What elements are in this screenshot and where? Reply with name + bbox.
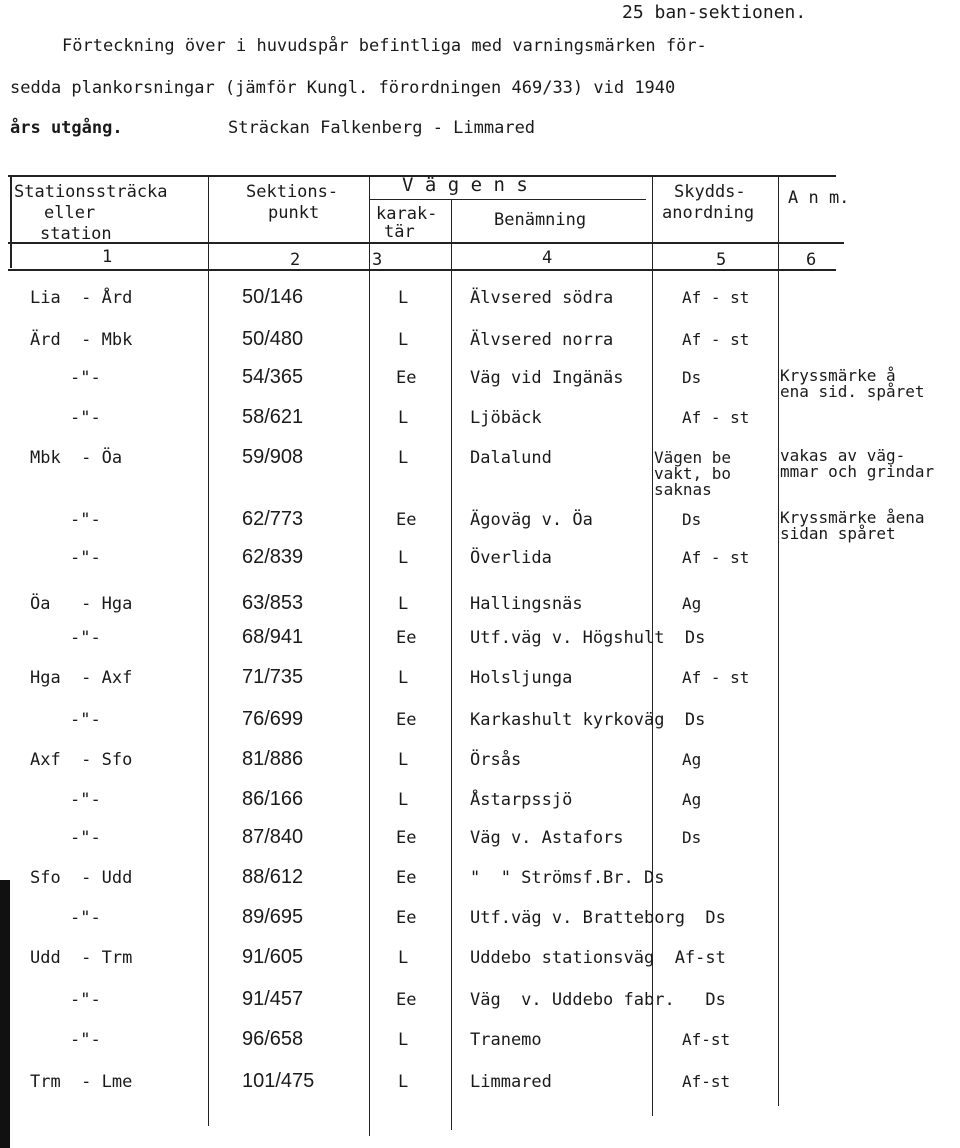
doc-title-line-1: Förteckning över i huvudspår befintliga med varningsmärken för-	[62, 36, 707, 56]
section-point-cell: 54/365	[242, 366, 304, 388]
numbers-rule	[8, 269, 836, 271]
station-cell: -"-	[70, 990, 101, 1010]
section-point-cell: 101/475	[242, 1070, 315, 1092]
col-rule-5	[778, 176, 779, 1106]
station-cell: Hga - Axf	[30, 668, 133, 688]
section-point-cell: 62/839	[242, 546, 304, 568]
character-cell: L	[398, 288, 409, 308]
page-edge-mark	[0, 880, 10, 1148]
station-cell: Axf - Sfo	[30, 750, 133, 770]
section-point-cell: 87/840	[242, 826, 304, 848]
character-cell: L	[398, 548, 409, 568]
station-cell: Öa - Hga	[30, 594, 133, 614]
name-cell: Väg v. Uddebo fabr. Ds	[470, 990, 726, 1010]
station-cell: Ärd - Mbk	[30, 330, 133, 350]
header-bottom-rule	[8, 242, 844, 244]
page-reference: 25 ban-sektionen.	[622, 2, 807, 23]
remark-cell: Kryssmärke åena sidan spåret	[780, 508, 925, 543]
name-cell: Holsljunga	[470, 668, 573, 688]
protection-cell: Ds	[682, 828, 702, 847]
station-cell: Mbk - Öa	[30, 448, 123, 468]
name-cell: Väg vid Ingänäs	[470, 368, 624, 388]
section-point-cell: 86/166	[242, 788, 304, 810]
col4-header: Benämning	[494, 210, 587, 230]
protection-cell: Af - st	[682, 408, 750, 427]
character-cell: L	[398, 948, 409, 968]
col-number-2: 2	[290, 250, 301, 270]
station-cell: -"-	[70, 408, 101, 428]
name-cell: Karkashult kyrkoväg Ds	[470, 710, 706, 730]
section-point-cell: 91/457	[242, 988, 304, 1010]
character-cell: L	[398, 1030, 409, 1050]
doc-title-line-3a: års utgång.	[10, 118, 123, 138]
character-cell: L	[398, 448, 409, 468]
protection-cell: Ag	[682, 750, 702, 769]
name-cell: Ägoväg v. Öa	[470, 510, 593, 530]
name-cell: " " Strömsf.Br. Ds	[470, 868, 665, 888]
col6-header: A n m.	[788, 188, 850, 208]
station-cell: -"-	[70, 548, 101, 568]
protection-cell: Af - st	[682, 330, 750, 349]
protection-cell: Af - st	[682, 548, 750, 567]
section-point-cell: 91/605	[242, 946, 304, 968]
protection-cell: Af - st	[682, 668, 750, 687]
station-cell: Lia - Ård	[30, 288, 133, 308]
character-cell: Ee	[396, 710, 417, 730]
section-point-cell: 63/853	[242, 592, 304, 614]
protection-cell: Ag	[682, 790, 702, 809]
doc-title-line-2: sedda plankorsningar (jämför Kungl. förordningen 469/33) vid 1940	[10, 78, 676, 98]
col1-header-2: eller	[44, 203, 96, 223]
section-point-cell: 68/941	[242, 626, 304, 648]
character-cell: L	[398, 594, 409, 614]
section-point-cell: 71/735	[242, 666, 304, 688]
character-cell: Ee	[396, 510, 417, 530]
character-cell: Ee	[396, 990, 417, 1010]
name-cell: Åstarpssjö	[470, 790, 573, 810]
col3-header-2: tär	[384, 222, 415, 242]
col-number-3: 3	[372, 250, 383, 270]
protection-cell: Ag	[682, 594, 702, 613]
protection-cell: Vägen be vakt, bo saknas	[654, 448, 732, 499]
character-cell: L	[398, 668, 409, 688]
col-number-5: 5	[716, 250, 727, 270]
name-cell: Dalalund	[470, 448, 552, 468]
section-point-cell: 50/146	[242, 286, 304, 308]
character-cell: L	[398, 790, 409, 810]
station-cell: -"-	[70, 828, 101, 848]
remark-cell: vakas av väg- mmar och grindar	[780, 446, 935, 481]
col-number-6: 6	[806, 250, 817, 270]
section-point-cell: 76/699	[242, 708, 304, 730]
name-cell: Älvsered norra	[470, 330, 614, 350]
name-cell: Överlida	[470, 548, 552, 568]
name-cell: Utf.väg v. Högshult Ds	[470, 628, 706, 648]
character-cell: Ee	[396, 628, 417, 648]
vagens-header: V ä g e n s	[402, 174, 528, 196]
name-cell: Väg v. Astafors	[470, 828, 624, 848]
name-cell: Älvsered södra	[470, 288, 614, 308]
col-rule-1	[208, 176, 209, 1126]
vagens-rule	[370, 199, 646, 200]
station-cell: -"-	[70, 628, 101, 648]
doc-title-line-3b: Sträckan Falkenberg - Limmared	[228, 118, 536, 138]
character-cell: Ee	[396, 828, 417, 848]
col-number-1: 1	[102, 247, 113, 267]
character-cell: Ee	[396, 908, 417, 928]
col1-header-1: Stationssträcka	[14, 182, 168, 202]
station-cell: -"-	[70, 1030, 101, 1050]
character-cell: Ee	[396, 868, 417, 888]
name-cell: Ljöbäck	[470, 408, 542, 428]
col5-header-2: anordning	[662, 203, 755, 223]
name-cell: Uddebo stationsväg Af-st	[470, 948, 726, 968]
section-point-cell: 50/480	[242, 328, 304, 350]
character-cell: Ee	[396, 368, 417, 388]
col-rule-left	[10, 176, 12, 268]
section-point-cell: 58/621	[242, 406, 304, 428]
station-cell: -"-	[70, 510, 101, 530]
section-point-cell: 96/658	[242, 1028, 304, 1050]
name-cell: Limmared	[470, 1072, 552, 1092]
remark-cell: Kryssmärke å ena sid. spåret	[780, 366, 925, 401]
station-cell: -"-	[70, 908, 101, 928]
character-cell: L	[398, 330, 409, 350]
section-point-cell: 81/886	[242, 748, 304, 770]
col2-header-1: Sektions-	[246, 182, 339, 202]
col5-header-1: Skydds-	[674, 182, 746, 202]
character-cell: L	[398, 750, 409, 770]
station-cell: Udd - Trm	[30, 948, 133, 968]
protection-cell: Ds	[682, 510, 702, 529]
protection-cell: Ds	[682, 368, 702, 387]
section-point-cell: 62/773	[242, 508, 304, 530]
character-cell: L	[398, 408, 409, 428]
section-point-cell: 88/612	[242, 866, 304, 888]
section-point-cell: 89/695	[242, 906, 304, 928]
name-cell: Örsås	[470, 750, 522, 770]
station-cell: -"-	[70, 710, 101, 730]
protection-cell: Af-st	[682, 1030, 731, 1049]
protection-cell: Af-st	[682, 1072, 731, 1091]
name-cell: Tranemo	[470, 1030, 542, 1050]
col-rule-2	[369, 176, 370, 1136]
station-cell: Sfo - Udd	[30, 868, 133, 888]
col-number-4: 4	[542, 248, 553, 268]
section-point-cell: 59/908	[242, 446, 304, 468]
station-cell: -"-	[70, 368, 101, 388]
name-cell: Utf.väg v. Bratteborg Ds	[470, 908, 726, 928]
station-cell: Trm - Lme	[30, 1072, 133, 1092]
col1-header-3: station	[40, 224, 112, 244]
col2-header-2: punkt	[268, 203, 320, 223]
col3-header-1: karak-	[376, 204, 438, 224]
station-cell: -"-	[70, 790, 101, 810]
name-cell: Hallingsnäs	[470, 594, 583, 614]
character-cell: L	[398, 1072, 409, 1092]
col-rule-3	[451, 200, 452, 1130]
protection-cell: Af - st	[682, 288, 750, 307]
